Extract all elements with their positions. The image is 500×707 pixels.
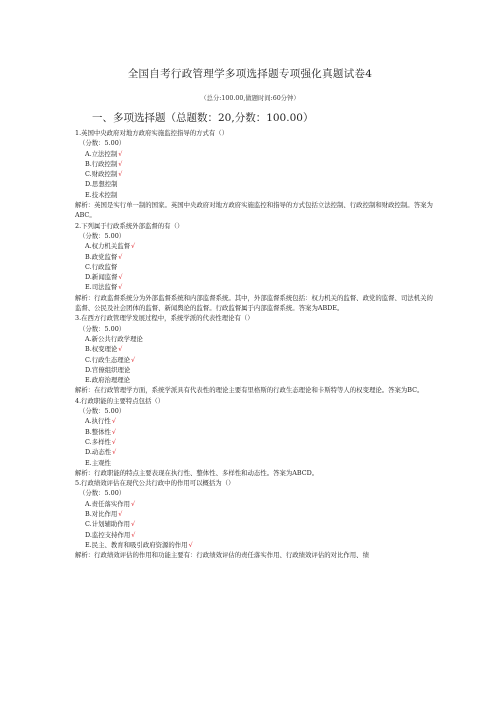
option-text: C.行政生态理论: [85, 355, 131, 364]
option-text: A.执行性: [85, 417, 111, 426]
option-text: C.财政控制: [85, 170, 118, 179]
option-text: A.新公共行政学理论: [85, 334, 143, 343]
check-icon: √: [131, 242, 136, 251]
question-score: （分数：5.00）: [79, 324, 126, 333]
check-icon: √: [118, 283, 123, 292]
option-text: E.主观性: [85, 458, 111, 467]
check-icon: √: [112, 448, 117, 457]
answer-option: [75, 169, 435, 179]
answer-option: [75, 530, 435, 540]
option-text: D.动态性: [85, 448, 112, 457]
check-icon: √: [118, 509, 123, 518]
option-text: C.多样性: [85, 437, 111, 446]
answer-option: [75, 159, 435, 169]
option-text: E.民主、教育和吸引政府资源的作用: [85, 540, 188, 549]
question-score: （分数：5.00）: [79, 139, 126, 148]
check-icon: √: [118, 149, 123, 158]
option-text: B.整体性: [85, 427, 111, 436]
question-block: [75, 396, 435, 478]
answer-option: [75, 499, 435, 509]
option-text: E.政府治理理论: [85, 376, 131, 385]
explanation-text: 解析：行政绩效评估的作用和功能主要有：行政绩效评估的责任落实作用、行政绩效评估的对比作用、绩: [75, 551, 369, 560]
check-icon: √: [131, 520, 136, 529]
option-text: E.司法监督: [85, 283, 118, 292]
answer-option: [75, 190, 435, 200]
option-text: B.行政控制: [85, 159, 118, 168]
check-icon: √: [131, 499, 136, 508]
section-heading: 一、多项选择题（总题数：20,分数：100.00）: [92, 112, 314, 124]
answer-option: [75, 272, 435, 282]
question-list: [75, 128, 435, 560]
question-stem: 2.下列属于行政系统外部监督的有（）: [75, 221, 184, 230]
document-title: 全国自考行政管理学多项选择题专项强化真题试卷4: [127, 68, 373, 80]
question-block: [75, 313, 435, 395]
question-score: （分数：5.00）: [79, 231, 126, 240]
question-block: [75, 478, 435, 560]
check-icon: √: [118, 170, 123, 179]
option-text: D.新闻监督: [85, 273, 118, 282]
answer-option: [75, 262, 435, 272]
question-stem: 5.行政绩效评估在现代公共行政中的作用可以概括为（）: [75, 479, 235, 488]
answer-option: [75, 365, 435, 375]
answer-option: [75, 334, 435, 344]
answer-option: [75, 179, 435, 189]
answer-option: [75, 241, 435, 251]
answer-option: [75, 437, 435, 447]
question-stem: 3.在西方行政管理学发展过程中，系统学派的代表性理论有（）: [75, 314, 254, 323]
question-block: [75, 128, 435, 221]
option-text: A.立法控制: [85, 149, 118, 158]
option-text: C.行政监督: [85, 262, 118, 271]
check-icon: √: [131, 530, 136, 539]
option-text: B.权变理论: [85, 345, 118, 354]
answer-option: [75, 427, 435, 437]
option-text: B.对比作用: [85, 509, 118, 518]
check-icon: √: [188, 540, 193, 549]
answer-option: [75, 355, 435, 365]
question-stem: 1.英国中央政府对地方政府实施监控指导的方式有（）: [75, 129, 229, 137]
answer-option: [75, 519, 435, 529]
question-block: [75, 221, 435, 314]
answer-option: [75, 447, 435, 457]
option-text: D.思想控制: [85, 180, 118, 189]
explanation-text: 解析：行政职能的特点主要表现在执行性、整体性、多样性和动态性。答案为ABCD。: [75, 468, 319, 477]
option-text: E.技术控制: [85, 190, 118, 199]
check-icon: √: [118, 345, 123, 354]
question-score: （分数：5.00）: [79, 407, 126, 416]
answer-option: [75, 458, 435, 468]
check-icon: √: [111, 427, 116, 436]
option-text: A.责任落实作用: [85, 499, 130, 508]
explanation-text: 解析：英国是实行单一制的国家。英国中央政府对地方政府实施监控和指导的方式包括立法控制、行政控制和财政控制。答案为ABC。: [75, 201, 433, 220]
answer-option: [75, 149, 435, 159]
option-text: B.政党监督: [85, 252, 118, 261]
exam-meta: （总分:100.00,做题时间:60分钟）: [200, 95, 300, 102]
explanation-text: 解析：在行政管理学方面，系统学派具有代表性的理论主要有里格斯的行政生态理论和卡斯特等人的权变理论。答案为BC。: [75, 386, 424, 395]
option-text: C.计划辅助作用: [85, 520, 131, 529]
answer-option: [75, 375, 435, 385]
option-text: A.权力机关监督: [85, 242, 130, 251]
explanation-text: 解析：行政监督系统分为外部监督系统和内部监督系统。其中，外部监督系统包括：权力机关的监督、政党的监督、司法机关的监督、公民及社会团体的监督、新闻舆论的监督。行政监督属于内部监督系统。答案为ABDE。: [75, 293, 433, 313]
option-text: D.监控支持作用: [85, 530, 131, 539]
check-icon: √: [111, 417, 116, 426]
option-text: D.官僚组织理论: [85, 365, 131, 374]
check-icon: √: [111, 437, 116, 446]
check-icon: √: [131, 355, 136, 364]
check-icon: √: [118, 252, 123, 261]
check-icon: √: [118, 273, 123, 282]
answer-option: [75, 416, 435, 426]
check-icon: √: [118, 159, 123, 168]
question-stem: 4.行政职能的主要特点包括（）: [75, 396, 165, 405]
answer-option: [75, 282, 435, 292]
question-score: （分数：5.00）: [79, 489, 126, 498]
answer-option: [75, 252, 435, 262]
answer-option: [75, 344, 435, 354]
answer-option: [75, 540, 435, 550]
answer-option: [75, 509, 435, 519]
